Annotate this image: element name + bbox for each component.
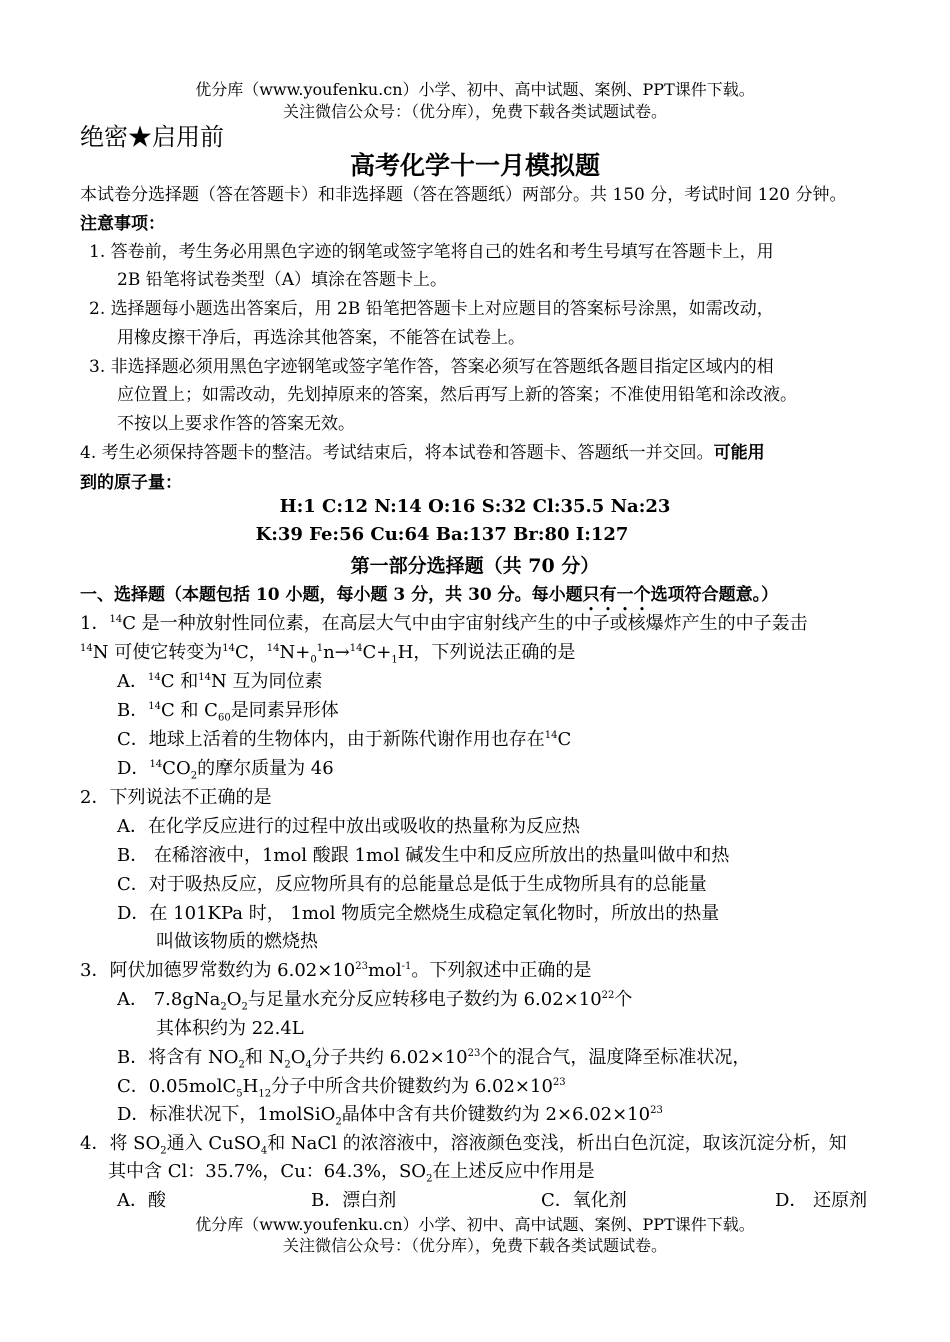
option-text: O <box>226 989 242 1010</box>
q3-option-d <box>117 1100 663 1126</box>
option-text: C．0.05molC <box>117 1076 237 1097</box>
q4-stem-text: 4．将 SO <box>80 1133 161 1154</box>
q1-number: 1． <box>80 613 110 634</box>
notice-item-2: 2. 选择题每小题选出答案后，用 2B 铅笔把答题卡上对应题目的答案标号涂黑，如需改动， <box>89 299 774 319</box>
notice-item-3-cont: 应位置上；如需改动，先划掉原来的答案，然后再写上新的答案；不准使用铅笔和涂改液。 <box>117 385 797 405</box>
confidential-mark: 绝密★启用前 <box>80 123 224 151</box>
q4-subscript: 4 <box>260 1145 268 1157</box>
q1-mass-number: 14 <box>149 759 163 770</box>
option-subscript: 2 <box>238 1059 245 1071</box>
q4-option-c: C．氧化剂 <box>541 1190 627 1211</box>
footer-line-1: 优分库（www.youfenku.cn）小学、初中、高中试题、案例、PPT课件下载。 <box>195 1215 755 1234</box>
q1-mass-number: 14 <box>222 643 235 654</box>
q1-stem <box>80 609 808 635</box>
q1-mass-number: 14 <box>80 643 93 654</box>
q4-stem-text: 通入 CuSO <box>166 1133 261 1154</box>
header-line-1: 优分库（www.youfenku.cn）小学、初中、高中试题、案例、PPT课件下载。 <box>195 80 755 99</box>
q2-option-d-cont: 叫做该物质的燃烧热 <box>156 931 318 952</box>
q2-stem: 2．下列说法不正确的是 <box>80 787 272 808</box>
q1-option-d <box>117 754 334 780</box>
q2-option-d: D．在 101KPa 时， 1mol 物质完全燃烧生成稳定氧化物时，所放出的热量 <box>117 903 720 924</box>
notice-heading: 注意事项： <box>80 214 165 234</box>
section1-label: 一、选择题 <box>80 585 165 605</box>
q1-superscript: 1 <box>316 643 324 654</box>
notice-item-3: 3. 非选择题必须用黑色字迹钢笔或签字笔作答，答案必须写在答题纸各题目指定区域内的相 <box>89 357 774 377</box>
q1-stem-part: N 可使它转变为 <box>92 642 223 663</box>
q4-stem-text: 其中含 Cl：35.7%，Cu：64.3%，SO <box>108 1161 427 1182</box>
q1-subscript: 0 <box>310 654 317 666</box>
q4-stem-cont <box>108 1157 594 1183</box>
q1-mass-number: 14 <box>266 643 280 654</box>
option-text: 是同素异形体 <box>230 700 339 721</box>
option-label: A． <box>117 671 148 692</box>
option-subscript: 2 <box>284 1059 291 1071</box>
option-text: 个 <box>614 989 633 1010</box>
q4-option-a: A．酸 <box>117 1190 166 1211</box>
option-label: B． <box>117 700 149 721</box>
q1-stem-text: C 是一种放射性同位素，在高层大气中由宇宙射线产生的中子或核爆炸产生的中子轰击 <box>122 613 808 634</box>
option-subscript: 5 <box>236 1088 243 1100</box>
option-text: C 和 C <box>160 700 218 721</box>
option-text: C 和 <box>160 671 199 692</box>
q3-superscript: -1 <box>401 961 412 972</box>
option-text: N 互为同位素 <box>210 671 323 692</box>
q1-mass-number: 14 <box>198 672 211 683</box>
q1-stem-cont <box>80 638 575 664</box>
q1-subscript: 1 <box>391 654 398 666</box>
q2-option-a: A．在化学反应进行的过程中放出或吸收的热量称为反应热 <box>117 816 580 837</box>
part1-title: 第一部分选择题（共 70 分） <box>350 555 600 577</box>
notice-item-1: 1. 答卷前，考生务必用黑色字迹的钢笔或签字笔将自己的姓名和考生号填写在答题卡上，用 <box>89 242 774 262</box>
notice-item-4-text: 4. 考生必须保持答题卡的整洁。考试结束后，将本试卷和答题卡、答题纸一并交回。 <box>80 443 714 463</box>
q1-option-b <box>117 696 339 722</box>
q1-stem-part: N+ <box>279 642 311 663</box>
option-superscript: 22 <box>601 990 615 1001</box>
q1-stem-part: n→ <box>323 642 350 663</box>
option-subscript: 12 <box>258 1088 272 1100</box>
q1-mass-number: 14 <box>349 643 363 654</box>
q1-mass-number: 14 <box>544 730 558 741</box>
q3-option-b <box>117 1043 750 1069</box>
option-text: 和 N <box>244 1047 285 1068</box>
q1-stem-part: C+ <box>362 642 392 663</box>
option-superscript: 23 <box>552 1077 566 1088</box>
option-subscript: 2 <box>190 770 198 782</box>
option-text: 个的混合气，温度降至标准状况， <box>480 1047 751 1068</box>
atomic-heading-a: 可能用 <box>713 443 765 463</box>
q4-subscript: 2 <box>426 1173 433 1185</box>
option-text: H <box>242 1076 259 1097</box>
q3-stem <box>80 956 591 982</box>
section1-note-b: 选项符合题意。） <box>650 585 779 605</box>
option-text: A． 7.8gNa <box>117 989 221 1010</box>
q3-stem-text: 。下列叙述中正确的是 <box>411 960 592 981</box>
option-text: 与足量水充分反应转移电子数约为 6.02×10 <box>247 989 602 1010</box>
q1-mass-number: 14 <box>148 701 161 712</box>
option-subscript: 2 <box>241 1001 248 1013</box>
option-text: C．地球上活着的生物体内，由于新陈代谢作用也存在 <box>117 729 545 750</box>
q4-option-b: B．漂白剂 <box>311 1190 397 1211</box>
q1-mass-number: 14 <box>109 614 123 625</box>
page-title: 高考化学十一月模拟题 <box>349 151 600 180</box>
notice-item-4 <box>80 438 765 463</box>
option-text: 的摩尔质量为 46 <box>197 758 334 779</box>
option-subscript: 60 <box>217 712 231 724</box>
q4-stem-text: 在上述反应中作用是 <box>432 1161 595 1182</box>
q4-stem-text: 和 NaCl 的浓溶液中，溶液颜色变浅，析出白色沉淀，取该沉淀分析，知 <box>267 1133 847 1154</box>
q3-stem-text: 3．阿伏加德罗常数约为 6.02×10 <box>80 960 356 981</box>
q1-option-a <box>117 667 322 693</box>
option-subscript: 4 <box>305 1059 312 1071</box>
option-text: D．标准状况下，1molSiO <box>117 1104 336 1125</box>
q4-option-d: D． 还原剂 <box>775 1190 868 1211</box>
option-text: CO <box>162 758 191 779</box>
q3-option-a-cont: 其体积约为 22.4L <box>156 1018 304 1039</box>
atomic-heading-b: 到的原子量： <box>80 473 182 493</box>
q3-option-c <box>117 1072 566 1098</box>
notice-item-3-cont-2: 不按以上要求作答的答案无效。 <box>117 414 355 434</box>
q1-stem-part: C， <box>234 642 267 663</box>
option-text: 分子中所含共价键数约为 6.02×10 <box>271 1076 553 1097</box>
q2-option-c: C．对于吸热反应，反应物所具有的总能量总是低于生成物所具有的总能量 <box>117 874 707 895</box>
option-text: B．将含有 NO <box>117 1047 239 1068</box>
header-line-2: 关注微信公众号：（优分库），免费下载各类试题试卷。 <box>282 102 667 121</box>
option-superscript: 23 <box>467 1048 481 1059</box>
section1-note-emphasis: 只有一个 <box>582 585 651 605</box>
q1-mass-number: 14 <box>148 672 161 683</box>
option-text: 晶体中含有共价键数约为 2×6.02×10 <box>341 1104 651 1125</box>
atomic-masses-row-1: H:1 C:12 N:14 O:16 S:32 Cl:35.5 Na:23 <box>279 496 671 517</box>
q2-option-b: B． 在稀溶液中，1mol 酸跟 1mol 碱发生中和反应所放出的热量叫做中和热 <box>117 845 730 866</box>
notice-item-1-cont: 2B 铅笔将试卷类型（A）填涂在答题卡上。 <box>117 270 447 290</box>
q1-option-c <box>117 725 571 751</box>
atomic-masses-row-2: K:39 Fe:56 Cu:64 Ba:137 Br:80 I:127 <box>255 524 629 545</box>
q3-stem-text: mol <box>367 960 402 981</box>
option-text: O <box>290 1047 306 1068</box>
option-superscript: 23 <box>650 1105 663 1116</box>
q4-stem <box>80 1129 847 1155</box>
section1-note-a: （本题包括 10 小题，每小题 3 分，共 30 分。每小题 <box>165 585 583 605</box>
notice-item-2-cont: 用橡皮擦干净后，再选涂其他答案，不能答在试卷上。 <box>117 328 525 348</box>
q3-superscript: 23 <box>355 961 368 972</box>
option-text: 分子共约 6.02×10 <box>311 1047 468 1068</box>
intro-text: 本试卷分选择题（答在答题卡）和非选择题（答在答题纸）两部分。共 150 分，考试时间 120 分钟。 <box>80 185 847 205</box>
q1-stem-part: H，下列说法正确的是 <box>397 642 576 663</box>
q4-subscript: 2 <box>160 1145 167 1157</box>
option-label: D． <box>117 758 150 779</box>
footer-line-2: 关注微信公众号：（优分库），免费下载各类试题试卷。 <box>282 1236 667 1255</box>
option-text: C <box>557 729 572 750</box>
option-subscript: 2 <box>220 1001 227 1013</box>
q3-option-a <box>117 985 632 1011</box>
option-subscript: 2 <box>335 1116 342 1128</box>
